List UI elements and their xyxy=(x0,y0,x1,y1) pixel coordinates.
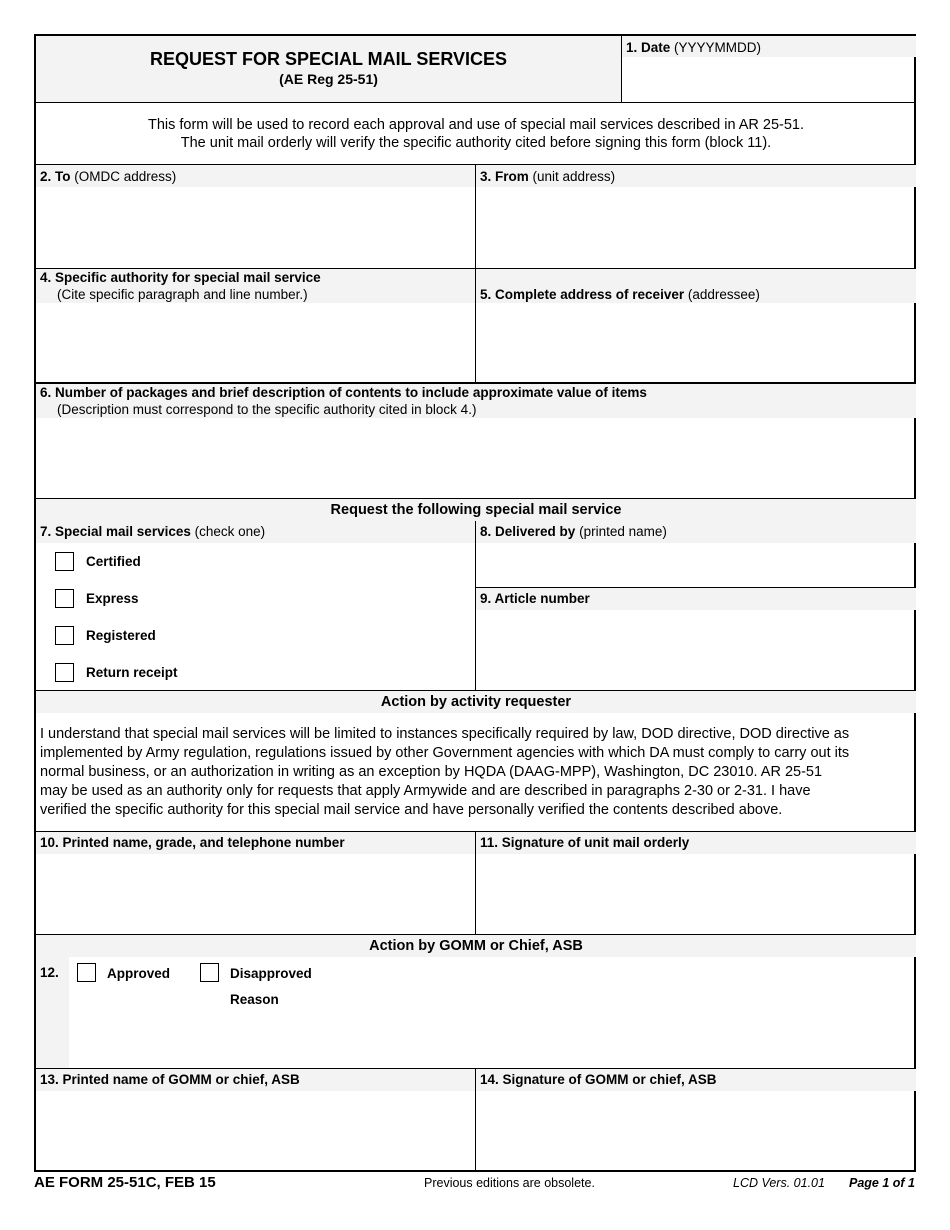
approved-label: Approved xyxy=(107,966,171,981)
b8-label: 8. Delivered by (printed name) xyxy=(476,521,916,543)
form-frame xyxy=(34,34,916,1172)
b3-label: 3. From (unit address) xyxy=(476,165,916,187)
b6-label: 6. Number of packages and brief description of contents to include approximate value of items (Description must correspond to the specific authority cited in block 4.) xyxy=(36,384,916,418)
obsolete-note: Previous editions are obsolete. xyxy=(424,1176,595,1190)
gomm-heading: Action by GOMM or Chief, ASB xyxy=(36,935,916,957)
b12-num: 12. xyxy=(40,965,59,980)
certified-checkbox[interactable] xyxy=(55,552,74,571)
reason-field[interactable] xyxy=(286,988,914,1066)
b10-label: 10. Printed name, grade, and telephone number xyxy=(36,832,475,854)
delivered-by-field[interactable] xyxy=(476,543,916,587)
article-number-field[interactable] xyxy=(476,610,916,690)
return-receipt-checkbox[interactable] xyxy=(55,663,74,682)
requester-heading: Action by activity requester xyxy=(36,691,916,713)
registered-label: Registered xyxy=(86,628,156,643)
authority-field[interactable] xyxy=(36,303,475,382)
return-receipt-label: Return receipt xyxy=(86,665,178,680)
page-number: Page 1 of 1 xyxy=(849,1176,915,1190)
certified-label: Certified xyxy=(86,554,141,569)
b11-label: 11. Signature of unit mail orderly xyxy=(476,832,916,854)
package-description-field[interactable] xyxy=(36,418,916,498)
receiver-address-field[interactable] xyxy=(476,303,916,382)
b13-label: 13. Printed name of GOMM or chief, ASB xyxy=(36,1069,475,1091)
from-address-field[interactable] xyxy=(476,187,916,268)
service-heading: Request the following special mail service xyxy=(36,499,916,521)
orderly-signature-field[interactable] xyxy=(476,854,916,934)
disapproved-label: Disapproved xyxy=(230,966,312,981)
b7-label: 7. Special mail services (check one) xyxy=(36,521,475,543)
b9-label: 9. Article number xyxy=(476,588,916,610)
registered-checkbox[interactable] xyxy=(55,626,74,645)
title-block xyxy=(36,36,621,102)
requester-name-field[interactable] xyxy=(36,854,475,934)
b12-gutter xyxy=(36,957,69,1068)
to-address-field[interactable] xyxy=(36,187,475,268)
certification-text: I understand that special mail services will be limited to instances specifically required by law, DOD directive, DOD directive as implemented by Army regulation, regulations issued by other Government agencies with which DA must comply to carry out its normal business, or an authorization in writing as an exception by HQDA (DAAG-MPP), Washington, DC 23010. AR 25-51 may be used as an authority only for requests that apply Armywide and are described in paragraphs 2-30 or 2-31. I have verified the specific authority for this special mail service and have personally verified the contents described above. xyxy=(40,726,850,818)
date-label xyxy=(622,36,916,57)
express-checkbox[interactable] xyxy=(55,589,74,608)
b5-label: 5. Complete address of receiver (addressee) xyxy=(476,269,916,303)
express-label: Express xyxy=(86,591,139,606)
gomm-name-field[interactable] xyxy=(36,1091,475,1170)
reason-label: Reason xyxy=(230,992,279,1007)
intro-line-2: The unit mail orderly will verify the specific authority cited before signing this form (block 11). xyxy=(180,135,772,151)
disapproved-checkbox[interactable] xyxy=(200,963,219,982)
version-label: LCD Vers. 01.01 xyxy=(733,1176,825,1190)
b2-label: 2. To (OMDC address) xyxy=(36,165,475,187)
date-field[interactable] xyxy=(622,57,916,102)
form-title: REQUEST FOR SPECIAL MAIL SERVICES xyxy=(149,49,508,69)
b14-label: 14. Signature of GOMM or chief, ASB xyxy=(476,1069,916,1091)
date-hint: (YYYYMMDD) xyxy=(674,40,762,55)
date-num: 1. Date xyxy=(626,40,671,55)
intro-line-1: This form will be used to record each approval and use of special mail services described in AR 25-51. xyxy=(147,117,805,133)
form-id: AE FORM 25-51C, FEB 15 xyxy=(34,1174,216,1191)
gomm-signature-field[interactable] xyxy=(476,1091,916,1170)
intro-text xyxy=(36,116,916,152)
approved-checkbox[interactable] xyxy=(77,963,96,982)
form-subtitle: (AE Reg 25-51) xyxy=(279,71,378,87)
b4-label: 4. Specific authority for special mail service (Cite specific paragraph and line number.) xyxy=(36,269,475,303)
